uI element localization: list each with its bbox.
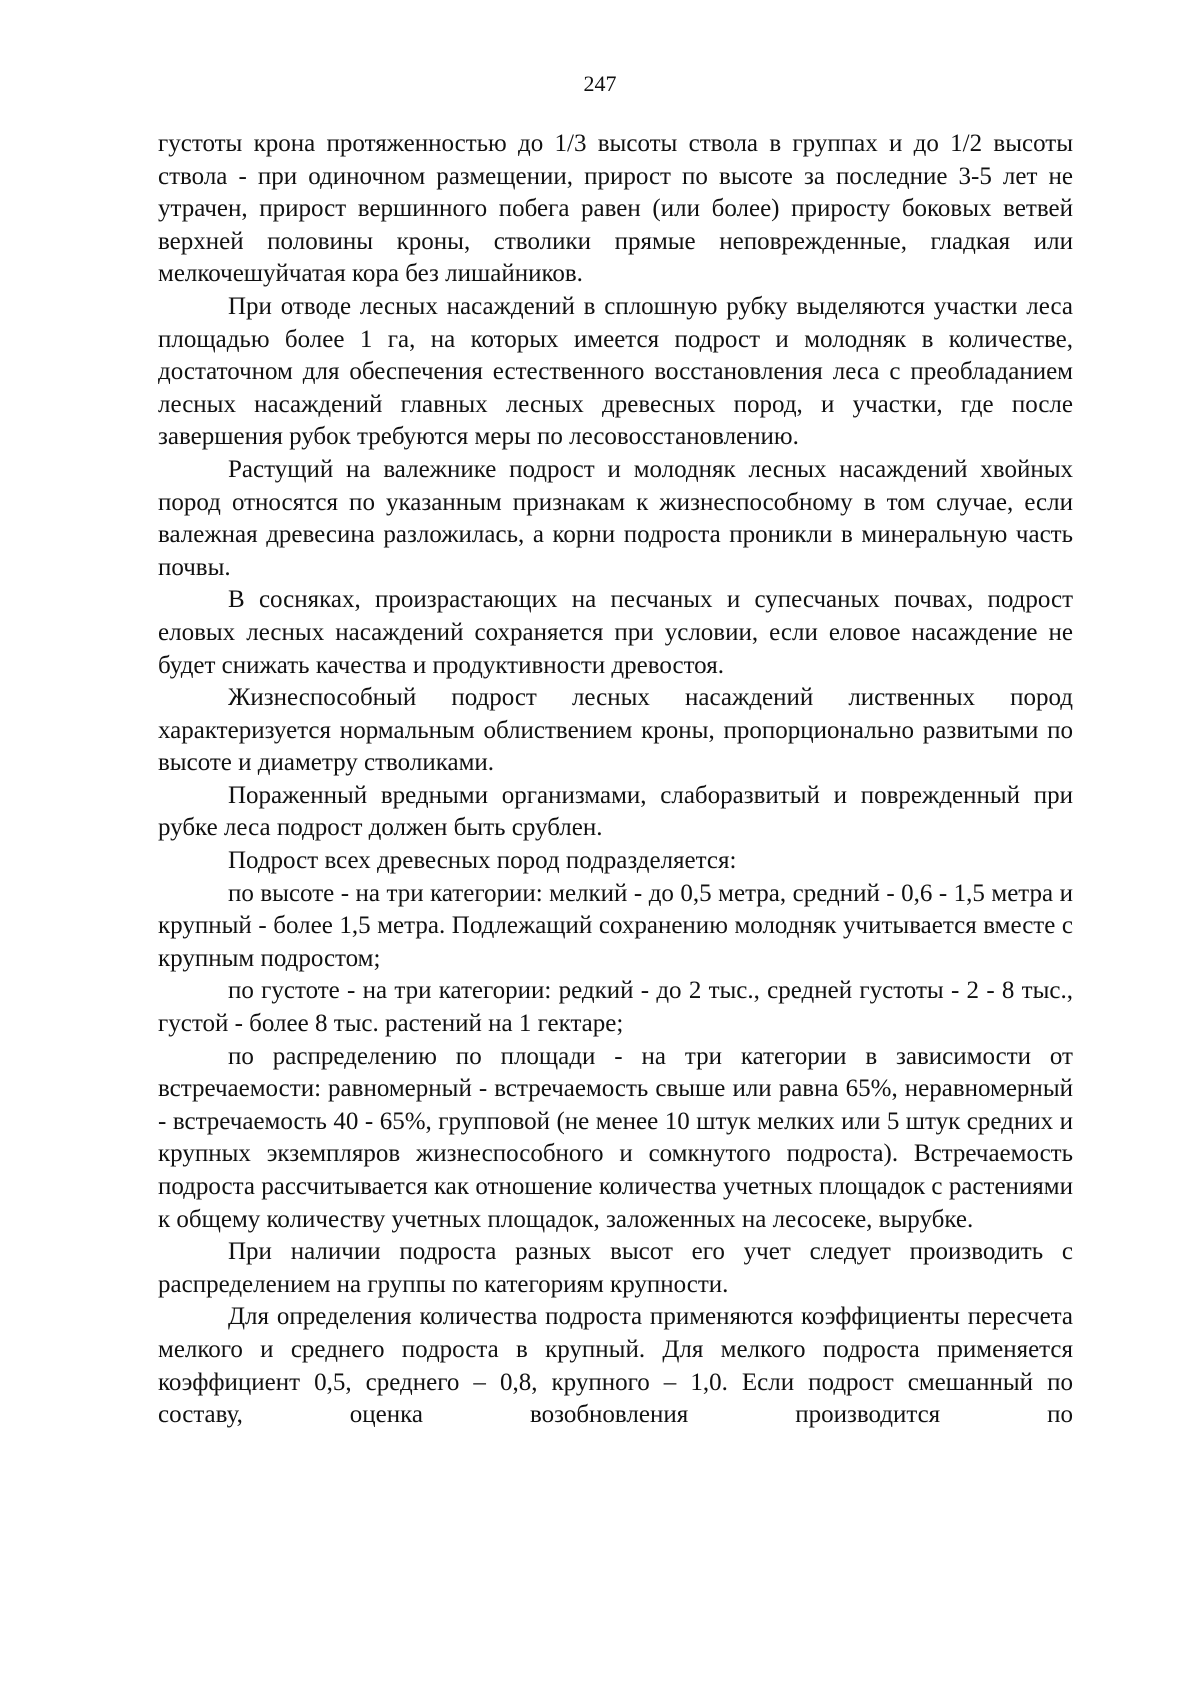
paragraph: Жизнеспособный подрост лесных насаждений лиственных пород характеризуется нормальным облиствением кроны, пропорционально развитыми по высоте и диаметру стволиками. bbox=[158, 684, 1073, 777]
list-item-height: по высоте - на три категории: мелкий - до 0,5 метра, средний - 0,6 - 1,5 метра и крупный - более 1,5 метра. Подлежащий сохранению молодняк учитывается вместе с крупным подростом; bbox=[158, 879, 1073, 972]
list-item-distribution: по распределению по площади - на три категории в зависимости от встречаемости: равномерный - встречаемость свыше или равна 65%, неравномерный - встречаемость 40 - 65%, групповой (не менее 10 штук мелких или 5 штук средних и крупных экземпляров жизнеспособного и сомкнутого подроста). Встречаемость подроста рассчитывается как отношение количества учетных площадок с растениями к общему количеству учетных площадок, заложенных на лесосеке, вырубке. bbox=[158, 1042, 1073, 1233]
paragraph-continuation: густоты крона протяженностью до 1/3 высоты ствола в группах и до 1/2 высоты ствола - при одиночном размещении, прирост по высоте за последние 3-5 лет не утрачен, прирост вершинного побега равен (или более) приросту боковых ветвей верхней половины кроны, стволики прямые неповрежденные, гладкая или мелкочешуйчатая кора без лишайников. bbox=[158, 130, 1073, 288]
document-body bbox=[158, 128, 1073, 1432]
list-item-density: по густоте - на три категории: редкий - до 2 тыс., средней густоты - 2 - 8 тыс., густой - более 8 тыс. растений на 1 гектаре; bbox=[158, 977, 1073, 1038]
paragraph-continues: Для определения количества подроста применяются коэффициенты пересчета мелкого и среднего подроста в крупный. Для мелкого подроста применяется коэффициент 0,5, среднего – 0,8, крупного – 1,0. Если подрост смешанный по составу, оценка возобновления производится по bbox=[158, 1303, 1073, 1429]
paragraph: Пораженный вредными организмами, слаборазвитый и поврежденный при рубке леса подрост должен быть срублен. bbox=[158, 781, 1073, 842]
page-number: 247 bbox=[583, 71, 617, 96]
paragraph: При отводе лесных насаждений в сплошную рубку выделяются участки леса площадью более 1 га, на которых имеется подрост и молодняк в количестве, достаточном для обеспечения естественного восстановления леса с преобладанием лесных насаждений главных лесных древесных пород, и участки, где после завершения рубок требуются меры по лесовосстановлению. bbox=[158, 292, 1073, 451]
paragraph: Подрост всех древесных пород подразделяется: bbox=[228, 847, 737, 875]
paragraph: При наличии подроста разных высот его учет следует производить с распределением на группы по категориям крупности. bbox=[158, 1238, 1073, 1298]
paragraph: В сосняках, произрастающих на песчаных и супесчаных почвах, подрост еловых лесных насаждений сохраняется при условии, если еловое насаждение не будет снижать качества и продуктивности древостоя. bbox=[158, 586, 1073, 679]
paragraph: Растущий на валежнике подрост и молодняк лесных насаждений хвойных пород относятся по указанным признакам к жизнеспособному в том случае, если валежная древесина разложилась, а корни подроста проникли в минеральную часть почвы. bbox=[158, 455, 1073, 581]
